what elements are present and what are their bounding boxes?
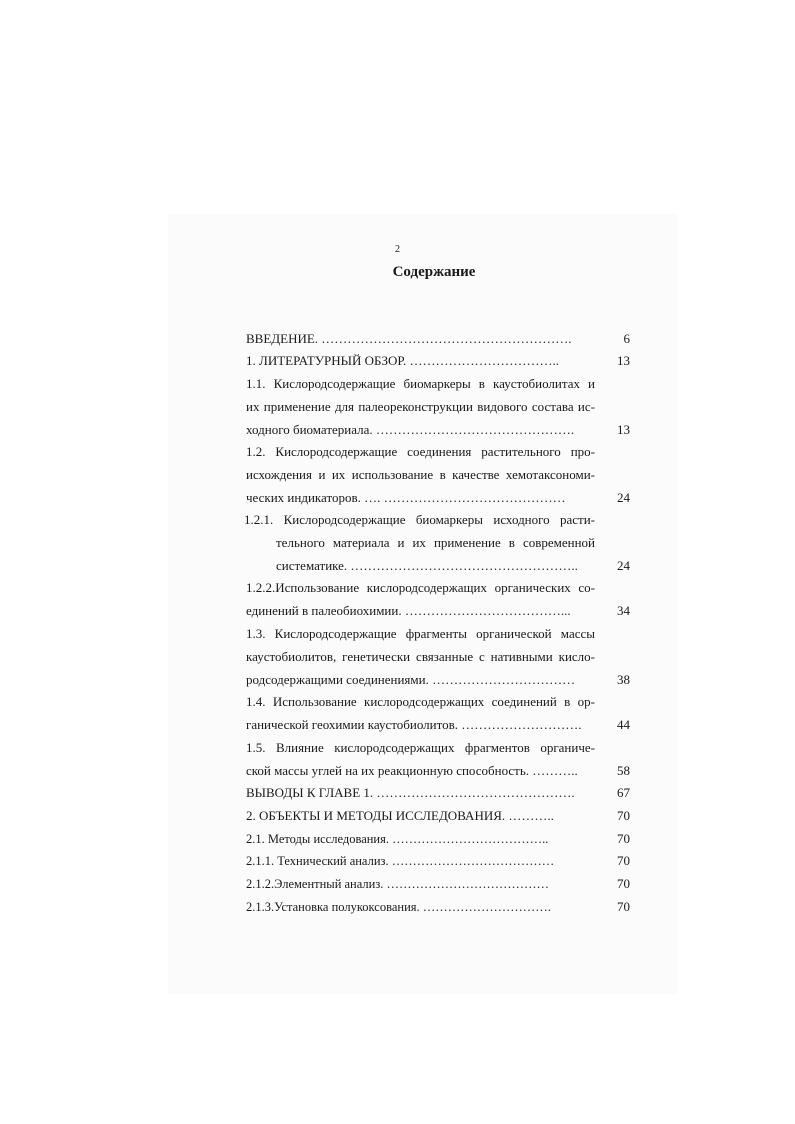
toc-entry-1-4[interactable] xyxy=(246,694,595,710)
toc-entry-text: ганической геохимии каустобиолитов. ………………………. xyxy=(246,717,582,732)
toc-entry-1-2-end xyxy=(246,490,566,506)
toc-entry-2-1[interactable] xyxy=(246,831,548,847)
toc-page-number: 70 xyxy=(617,899,630,914)
toc-entry-text: 1.3. Кислородсодержащие фрагменты органической массы xyxy=(246,626,595,641)
toc-entry-text: 1.2.2.Использование кислородсодержащих органических со- xyxy=(246,580,595,595)
toc-page-number: 24 xyxy=(617,490,630,505)
toc-entry-2-1-1[interactable] xyxy=(246,853,554,869)
toc-entry-text: каустобиолитов, генетически связанные с нативными кисло- xyxy=(246,649,595,664)
toc-entry-1-1-end xyxy=(246,422,574,438)
toc-entry-1-5[interactable] xyxy=(246,740,595,756)
toc-entry-text: 2.1.1. Технический анализ. ………………………………… xyxy=(246,854,555,868)
toc-entry-text: единений в палеобиохимии. ………………………………... xyxy=(246,603,571,618)
toc-entry-1-2-cont xyxy=(246,467,595,483)
page-title: Содержание xyxy=(392,264,476,280)
toc-page-number: 70 xyxy=(617,808,630,823)
toc-entry-text: 1. ЛИТЕРАТУРНЫЙ ОБЗОР. …………………………….. xyxy=(246,353,559,368)
toc-entry-text: исхождения и их использование в качестве хемотаксономи- xyxy=(246,467,595,482)
toc-entry-1-4-end xyxy=(246,717,582,733)
toc-page-number: 67 xyxy=(617,785,630,800)
toc-entry-text: ходного биоматериала. ………………………………………. xyxy=(246,422,575,437)
toc-entry-text: 1.1. Кислородсодержащие биомаркеры в каустобиолитах и xyxy=(246,376,595,391)
toc-page-number: 6 xyxy=(623,331,630,346)
toc-entry-text: их применение для палеореконструкции видового состава ис- xyxy=(246,399,595,414)
toc-entry-text: 1.2.1. Кислородсодержащие биомаркеры исходного расти- xyxy=(244,512,595,527)
toc-entry-1-1[interactable] xyxy=(246,376,595,392)
toc-entry-text: 2.1.2.Элементный анализ. ………………………………… xyxy=(246,877,550,891)
toc-page-number: 13 xyxy=(617,422,630,437)
toc-entry-1-1-cont xyxy=(246,399,595,415)
toc-entry-text: 1.2. Кислородсодержащие соединения растительного про- xyxy=(246,444,595,459)
toc-entry-1-3-cont xyxy=(246,649,595,665)
toc-entry-1-2-1-cont xyxy=(276,535,595,551)
page-number: 2 xyxy=(395,244,400,255)
toc-entry-2-1-3[interactable] xyxy=(246,899,551,915)
toc-entry-1-3[interactable] xyxy=(246,626,595,642)
toc-entry-conclusions-1[interactable] xyxy=(246,785,575,801)
toc-entry-chapter-2[interactable] xyxy=(246,808,554,824)
toc-entry-text: 1.4. Использование кислородсодержащих соединений в ор- xyxy=(246,694,595,709)
toc-entry-text: 2.1. Методы исследования. ……………………………….. xyxy=(246,832,549,846)
toc-entry-1-2-1-end xyxy=(276,558,578,574)
toc-entry-text: 1.5. Влияние кислородсодержащих фрагментов органиче- xyxy=(246,740,595,755)
toc-page-number: 44 xyxy=(617,717,630,732)
toc-entry-text: ВВЕДЕНИЕ. …………………………………………………. xyxy=(246,331,572,346)
toc-entry-1-2-2-end xyxy=(246,603,571,619)
toc-entry-text: 2. ОБЪЕКТЫ И МЕТОДЫ ИССЛЕДОВАНИЯ. ……….. xyxy=(246,808,554,823)
toc-page-number: 13 xyxy=(617,353,630,368)
toc-page-number: 70 xyxy=(617,876,630,891)
toc-entry-text: ской массы углей на их реакционную способность. ……….. xyxy=(246,763,578,778)
toc-entry-1-2-2[interactable] xyxy=(246,580,595,596)
toc-page-number: 38 xyxy=(617,672,630,687)
toc-entry-1-2[interactable] xyxy=(246,444,595,460)
toc-entry-1-3-end xyxy=(246,672,575,688)
toc-entry-1-5-end xyxy=(246,763,578,779)
toc-page-number: 70 xyxy=(617,831,630,846)
toc-entry-text: 2.1.3.Установка полукоксования. …………………………. xyxy=(246,900,551,914)
toc-entry-text: родсодержащими соединениями. …………………………… xyxy=(246,672,576,687)
toc-page-number: 58 xyxy=(617,763,630,778)
toc-page-number: 70 xyxy=(617,853,630,868)
toc-page-number: 24 xyxy=(617,558,630,573)
toc-entry-text: ческих индикаторов. …. …………………………………… xyxy=(246,490,566,505)
toc-entry-text: ВЫВОДЫ К ГЛАВЕ 1. ………………………………………. xyxy=(246,785,575,800)
toc-entry-1-2-1[interactable] xyxy=(244,512,595,528)
toc-entry-text: систематике. …………………………………………….. xyxy=(276,558,578,573)
toc-entry-text: тельного материала и их применение в современной xyxy=(276,535,595,550)
toc-entry-2-1-2[interactable] xyxy=(246,876,549,892)
toc-page-number: 34 xyxy=(617,603,630,618)
